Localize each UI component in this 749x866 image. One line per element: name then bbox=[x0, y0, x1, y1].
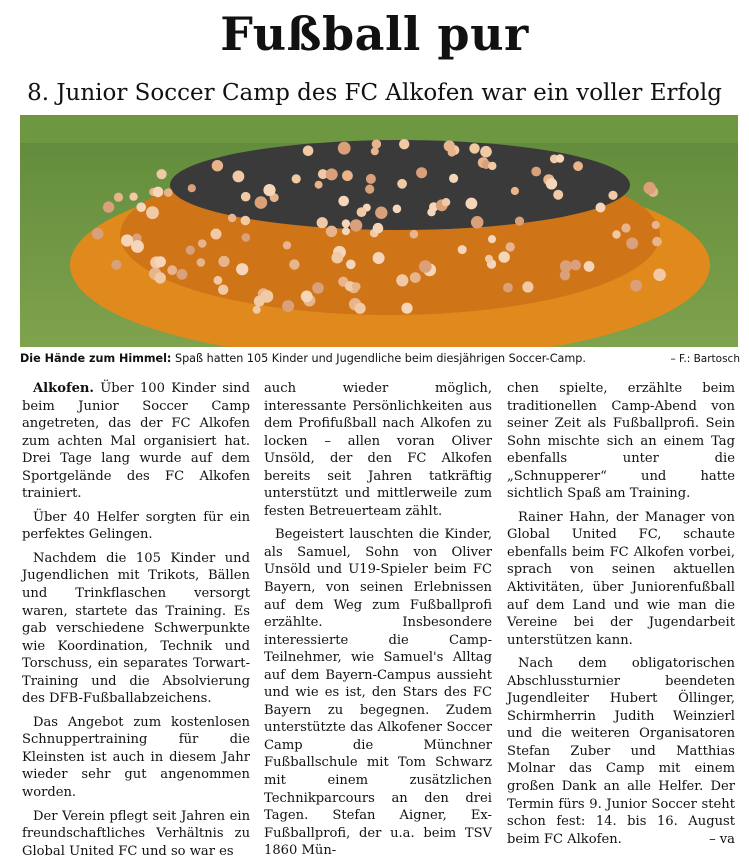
paragraph: Rainer Hahn, der Manager von Global United FC, schaute ebenfalls beim FC Alkofen vorbei, sprach von seinen aktuellen Aktivitäten, über Juniorenfußball auf dem Land und wie man die Vereine bei der Jugendarbeit unterstützen kann. bbox=[507, 509, 735, 648]
paragraph: auch wieder möglich, interessante Persönlichkeiten aus dem Profifußball nach Alkofen zu locken – allen voran Oliver Unsöld, der den FC Alkofen bereits seit Jahren tatkräftig unterstützt und mittlerweile zum festen Betreuerteam zählt. bbox=[264, 381, 492, 519]
person-head bbox=[136, 202, 146, 212]
person-head bbox=[399, 139, 409, 149]
person-head bbox=[236, 263, 248, 275]
paragraph: Das Angebot zum kostenlosen Schnuppertraining für die Kleinsten ist auch in diesem Jahr wieder sehr gut angenommen worden. bbox=[22, 714, 250, 801]
person-head bbox=[410, 230, 419, 239]
group-photo-illustration bbox=[20, 115, 738, 347]
person-head bbox=[372, 139, 381, 148]
person-head bbox=[375, 207, 387, 219]
person-head bbox=[218, 285, 228, 295]
person-head bbox=[188, 184, 196, 192]
person-head bbox=[155, 272, 166, 283]
person-head bbox=[255, 196, 268, 209]
paragraph-text: Nach dem obligatorischen Abschlussturnier beendeten Jugendleiter Hubert Öllinger, Schirmherrin Judith Weinzierl und die weiteren Organisatoren Stefan Zuber und Matthias Molnar das Camp mit einem großen Dank an alle Helfer. Der Termin fürs 9. Junior Soccer steht schon fest: 14. bis 16. August beim FC Alkofen. bbox=[507, 656, 735, 847]
person-head bbox=[177, 269, 188, 280]
person-head bbox=[630, 280, 642, 292]
person-head bbox=[469, 143, 479, 153]
person-head bbox=[371, 147, 379, 155]
person-head bbox=[373, 252, 385, 264]
person-head bbox=[366, 174, 376, 184]
person-head bbox=[241, 192, 251, 202]
dateline: Alkofen. bbox=[33, 381, 94, 396]
person-head bbox=[350, 219, 362, 231]
person-head bbox=[626, 237, 638, 249]
person-head bbox=[164, 188, 173, 197]
person-head bbox=[92, 228, 104, 240]
paragraph: Begeistert lauschten die Kinder, als Samuel, Sohn von Oliver Unsöld und U19-Spieler beim FC Bayern, von seinen Erlebnissen auf dem Weg zum Fußballprofi erzählte. Insbesondere interessierte die Camp-Teilnehmer, wie Samuel's Alltag auf dem Bayern-Campus aussieht und wie es ist, den Stars des FC Bayern zu begegnen. Zudem unterstützte das Alkofener Soccer Camp die Münchner Fußballschule mit Tom Schwarz mit einem zusätzlichen Technikparcours an den drei Tagen. Stefan Aigner, Ex-Fußballprofi, der u.a. beim TSV 1860 Mün- bbox=[264, 527, 492, 859]
article-column-2 bbox=[264, 380, 492, 866]
person-head bbox=[211, 229, 222, 240]
person-head bbox=[312, 282, 324, 294]
person-head bbox=[214, 276, 223, 285]
person-head bbox=[233, 171, 245, 183]
person-head bbox=[212, 160, 223, 171]
person-head bbox=[352, 282, 361, 291]
person-head bbox=[444, 140, 455, 151]
person-head bbox=[416, 167, 427, 178]
person-head bbox=[355, 303, 366, 314]
person-head bbox=[301, 291, 313, 303]
person-head bbox=[556, 154, 565, 163]
paragraph: Der Verein pflegt seit Jahren ein freundschaftliches Verhältnis zu Global United FC und so war es bbox=[22, 808, 250, 859]
person-head bbox=[553, 190, 563, 200]
person-head bbox=[198, 239, 207, 248]
person-head bbox=[282, 300, 294, 312]
person-head bbox=[253, 306, 261, 314]
person-head bbox=[315, 181, 323, 189]
person-head bbox=[131, 240, 144, 253]
person-head bbox=[331, 252, 343, 264]
person-head bbox=[410, 272, 421, 283]
person-head bbox=[338, 142, 351, 155]
person-head bbox=[342, 219, 350, 227]
paragraph: chen spielte, erzählte beim traditionellen Camp-Abend von seiner Zeit als Fußballprofi. Sein Sohn mischte sich an einem Tag ebenfalls unter die „Schnupperer“ und hatte sichtlich Spaß am Training. bbox=[507, 381, 735, 502]
person-head bbox=[466, 198, 478, 210]
person-head bbox=[427, 208, 435, 216]
person-head bbox=[261, 290, 274, 303]
person-head bbox=[401, 303, 412, 314]
person-head bbox=[365, 185, 374, 194]
person-head bbox=[503, 283, 513, 293]
person-head bbox=[653, 269, 666, 282]
person-head bbox=[488, 162, 496, 170]
person-head bbox=[283, 241, 291, 249]
person-head bbox=[157, 169, 167, 179]
person-head bbox=[326, 168, 338, 180]
person-head bbox=[608, 191, 617, 200]
group-photo bbox=[20, 115, 738, 347]
person-head bbox=[228, 214, 236, 222]
person-head bbox=[458, 245, 467, 254]
paragraph bbox=[22, 380, 250, 503]
person-head bbox=[292, 174, 301, 183]
person-head bbox=[596, 203, 606, 213]
person-head bbox=[397, 179, 407, 189]
person-head bbox=[167, 265, 177, 275]
person-head bbox=[652, 221, 660, 229]
person-head bbox=[129, 193, 137, 201]
paragraph: Nachdem die 105 Kinder und Jugendlichen mit Trikots, Bällen und Trinkflaschen versorgt waren, startete das Training. Es gab verschiedene Schwerpunkte wie Koordination, Technik und Torschuss, ein separates Torwart-Training und die Absolvierung des DFB-Fußballabzeichens. bbox=[22, 550, 250, 707]
person-head bbox=[511, 187, 519, 195]
person-head bbox=[346, 260, 356, 270]
author-signature: – va bbox=[709, 831, 735, 847]
person-head bbox=[242, 233, 251, 242]
person-head bbox=[522, 281, 533, 292]
person-head bbox=[621, 223, 630, 232]
person-head bbox=[146, 206, 159, 219]
person-head bbox=[103, 201, 114, 212]
person-head bbox=[643, 182, 655, 194]
caption-bold: Die Hände zum Himmel: bbox=[20, 352, 172, 365]
person-head bbox=[241, 216, 251, 226]
person-head bbox=[485, 255, 493, 263]
photo-credit: – F.: Bartosch bbox=[670, 353, 740, 365]
person-head bbox=[442, 198, 450, 206]
person-head bbox=[488, 235, 496, 243]
person-head bbox=[570, 260, 581, 271]
person-head bbox=[218, 256, 229, 267]
person-head bbox=[546, 178, 557, 189]
person-head bbox=[114, 193, 123, 202]
person-head bbox=[326, 226, 337, 237]
person-head bbox=[153, 187, 164, 198]
caption-text: Spaß hatten 105 Kinder und Jugendliche beim diesjährigen Soccer-Camp. bbox=[171, 352, 586, 365]
person-head bbox=[419, 260, 432, 273]
paragraph: Über 40 Helfer sorgten für ein perfektes Gelingen. bbox=[22, 509, 250, 543]
person-head bbox=[342, 227, 350, 235]
person-head bbox=[263, 184, 275, 196]
person-head bbox=[573, 161, 583, 171]
article-column-3 bbox=[507, 380, 735, 854]
person-head bbox=[186, 246, 195, 255]
person-head bbox=[515, 217, 524, 226]
person-head bbox=[499, 251, 510, 262]
person-head bbox=[338, 196, 349, 207]
person-head bbox=[357, 207, 367, 217]
person-head bbox=[506, 242, 515, 251]
person-head bbox=[584, 261, 595, 272]
paragraph-text: Über 100 Kinder sind beim Junior Soccer Camp angetreten, das der FC Alkofen zum achten Mal organisiert hat. Drei Tage lang wurde auf dem Sportgelände des FC Alkofen trainiert. bbox=[22, 381, 250, 502]
person-head bbox=[560, 270, 570, 280]
person-head bbox=[396, 274, 408, 286]
person-head bbox=[612, 230, 620, 238]
subheadline: 8. Junior Soccer Camp des FC Alkofen war ein voller Erfolg bbox=[27, 80, 722, 106]
paragraph bbox=[507, 655, 735, 848]
person-head bbox=[449, 174, 458, 183]
person-head bbox=[197, 258, 206, 267]
headline: Fußball pur bbox=[220, 7, 529, 61]
person-head bbox=[111, 260, 121, 270]
person-head bbox=[652, 237, 662, 247]
person-head bbox=[303, 146, 314, 157]
person-head bbox=[531, 167, 541, 177]
person-head bbox=[342, 170, 353, 181]
person-head bbox=[471, 216, 484, 229]
person-head bbox=[393, 205, 402, 214]
photo-caption bbox=[20, 351, 740, 367]
article-column-1 bbox=[22, 380, 250, 866]
person-head bbox=[155, 256, 166, 267]
person-head bbox=[317, 217, 328, 228]
person-head bbox=[289, 259, 299, 269]
person-head bbox=[480, 146, 492, 158]
person-head bbox=[373, 223, 384, 234]
